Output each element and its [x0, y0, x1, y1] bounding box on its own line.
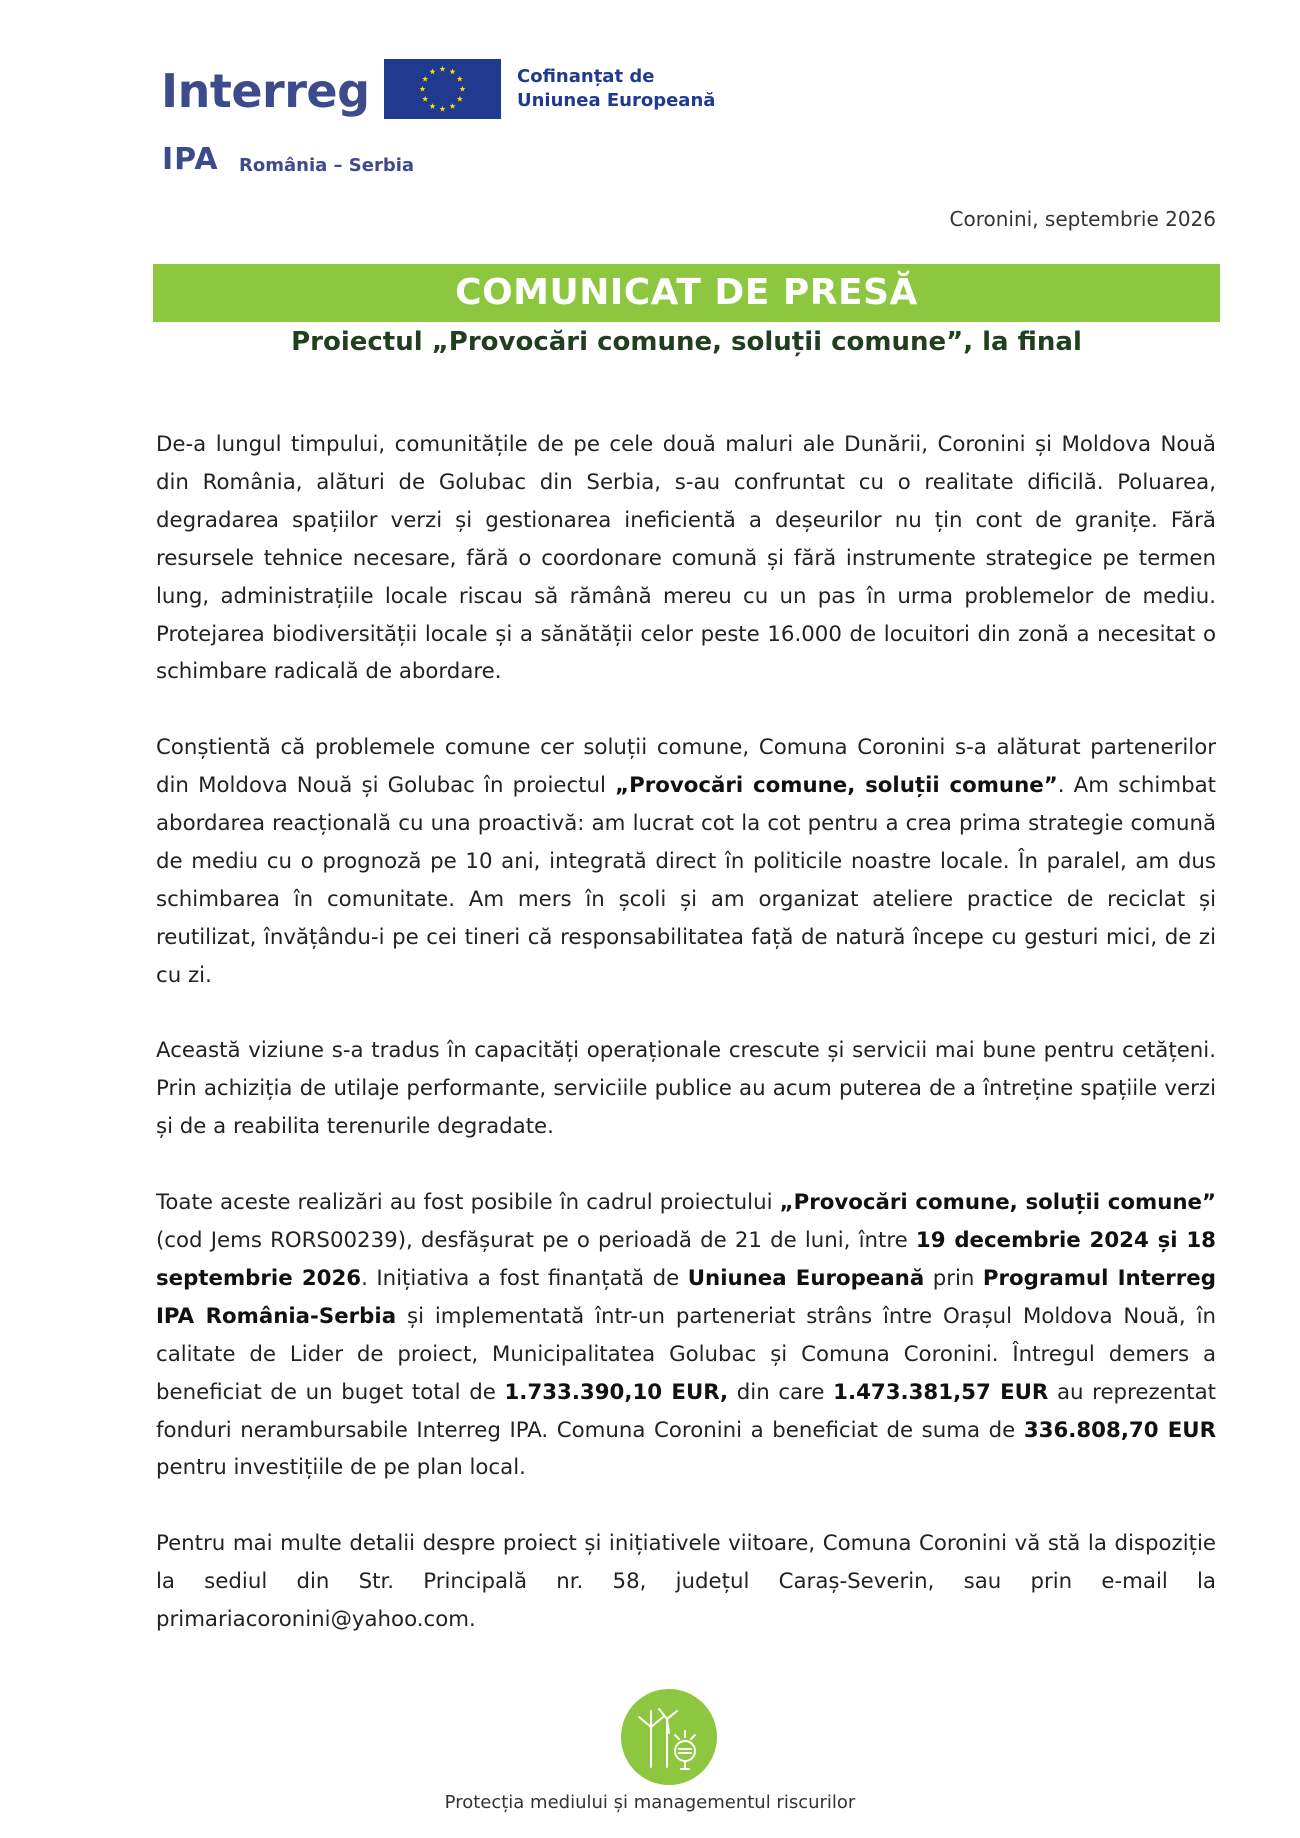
paragraph-4: [156, 1184, 1216, 1487]
p4-text-k: din care: [728, 1379, 834, 1405]
p2-project-name: „Provocări comune, soluții comune”: [615, 773, 1058, 799]
wind-solar-environment-icon: [621, 1689, 717, 1785]
ipa-logo: IPA: [162, 142, 219, 177]
p4-funder: Uniunea Europeană: [687, 1265, 925, 1291]
document-date: Coronini, septembrie 2026: [949, 207, 1216, 231]
eu-label-line1: Cofinanțat de: [517, 66, 655, 87]
paragraph-3: Această viziune s-a tradus în capacități operaționale crescute și servicii mai bune pentru cetățeni. Prin achiziția de utilaje performante, serviciile publice au acum puterea de a întreține spațiile verzi și de a reabilita terenurile degradate.: [156, 1038, 1216, 1140]
eu-label-line2: Uniunea Europeană: [517, 90, 716, 111]
paragraph-2: [156, 729, 1216, 994]
document-subtitle: Proiectul „Provocări comune, soluții comune”, la final: [291, 327, 1082, 357]
eu-flag-icon: [384, 59, 501, 119]
page-header: [159, 56, 759, 186]
p4-text-i: și implementată într-un parteneriat strâns între Orașul Moldova Nouă, în calitate de Lider de proiect, Municipalitatea Golubac și Comuna Coronini. Întregul demers a beneficiat de un buget total de: [156, 1303, 1216, 1405]
p4-text-o: pentru investițiile de pe plan local.: [156, 1455, 526, 1481]
p4-programme: Programul Interreg IPA România-Serbia: [156, 1265, 1216, 1329]
press-release-banner: COMUNICAT DE PRESĂ: [153, 264, 1220, 322]
paragraph-5: Pentru mai multe detalii despre proiect și inițiativele viitoare, Comuna Coronini vă stă la dispoziție la sediul din Str. Principală nr. 58, județul Caraș-Severin, sau prin e-mail la primariacoronini@yahoo.com.: [156, 1531, 1216, 1633]
p4-total-budget: 1.733.390,10 EUR,: [504, 1379, 729, 1405]
p4-text-m: au reprezentat fonduri nerambursabile Interreg IPA. Comuna Coronini a beneficiat de suma de: [156, 1379, 1216, 1443]
eu-cofinance-label: [517, 65, 777, 113]
p4-text-a: Toate aceste realizări au fost posibile în cadrul proiectului: [156, 1190, 780, 1216]
paragraph-1: De-a lungul timpului, comunitățile de pe cele două maluri ale Dunării, Coronini și Moldova Nouă din România, alături de Golubac din Serbia, s-au confruntat cu o realitate dificilă. Poluarea, degradarea spațiilor verzi și gestionarea ineficientă a deșeurilor nu țin cont de granițe. Fără resursele tehnice necesare, fără o coordonare comună și fără instrumente strategice pe termen lung, administrațiile locale riscau să rămână mereu cu un pas în urma problemelor de mediu. Protejarea biodiversității locale și a sănătății celor peste 16.000 de locuitori din zonă a necesitat o schimbare radicală de abordare.: [156, 432, 1216, 685]
interreg-logo: Interreg: [161, 64, 370, 118]
p4-period: 19 decembrie 2024 și 18 septembrie 2026: [156, 1227, 1216, 1291]
p4-project-name: „Provocări comune, soluții comune”: [779, 1190, 1216, 1216]
p4-text-g: prin: [924, 1265, 983, 1291]
p2-text-a: Conștientă că problemele comune cer soluții comune, Comuna Coronini s-a alăturat partenerilor din Moldova Nouă și Golubac în proiectul: [156, 735, 1216, 799]
p2-text-c: . Am schimbat abordarea reacțională cu una proactivă: am lucrat cot la cot pentru a crea prima strategie comună de mediu cu o prognoză pe 10 ani, integrată direct în politicile noastre locale. În paralel, am dus schimbarea în comunitate. Am mers în școli și am organizat ateliere practice de reciclat și reutilizat, învățându-i pe cei tineri că responsabilitatea față de natură începe cu gesturi mici, de zi cu zi.: [156, 773, 1217, 988]
footer-caption: Protecția mediului și managementul riscurilor: [444, 1792, 856, 1813]
p4-text-c: (cod Jems RORS00239), desfășurat pe o perioadă de 21 de luni, între: [156, 1227, 916, 1253]
document-body: [156, 426, 1216, 1677]
p4-local-amount: 336.808,70 EUR: [1023, 1417, 1216, 1443]
ipa-program-label: România – Serbia: [239, 155, 415, 176]
p4-text-e: . Inițiativa a fost finanțată de: [361, 1265, 688, 1291]
p4-grant-amount: 1.473.381,57 EUR: [833, 1379, 1049, 1405]
